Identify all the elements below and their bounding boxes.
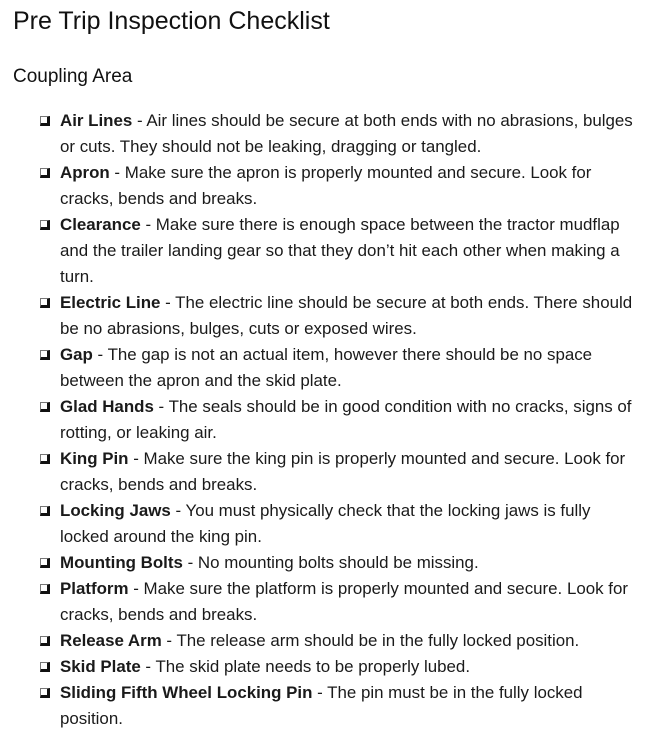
checkbox-icon[interactable] bbox=[40, 350, 50, 360]
checklist-item bbox=[13, 342, 641, 394]
item-separator: - bbox=[132, 111, 147, 130]
item-description: Make sure the king pin is properly mounted and secure. Look for cracks, bends and breaks. bbox=[60, 449, 626, 494]
item-description: The skid plate needs to be properly lubed. bbox=[155, 657, 471, 676]
checklist-item bbox=[13, 290, 641, 342]
checkbox-icon[interactable] bbox=[40, 584, 50, 594]
checkbox-icon[interactable] bbox=[40, 454, 50, 464]
checkbox-icon[interactable] bbox=[40, 298, 50, 308]
item-term: Air Lines bbox=[60, 111, 133, 130]
item-term: King Pin bbox=[60, 449, 129, 468]
item-term: Platform bbox=[60, 579, 129, 598]
item-separator: - bbox=[140, 215, 156, 234]
checklist-item bbox=[13, 680, 641, 732]
checklist-item bbox=[13, 498, 641, 550]
item-description: No mounting bolts should be missing. bbox=[197, 553, 479, 572]
item-term: Glad Hands bbox=[60, 397, 154, 416]
checklist bbox=[13, 108, 641, 732]
item-description: Make sure the platform is properly mounted and secure. Look for cracks, bends and breaks. bbox=[60, 579, 628, 624]
item-separator: - bbox=[312, 683, 328, 702]
item-description: The electric line should be secure at both ends. There should be no abrasions, bulges, cuts or exposed wires. bbox=[60, 293, 633, 338]
checkbox-icon[interactable] bbox=[40, 558, 50, 568]
checkbox-icon[interactable] bbox=[40, 662, 50, 672]
checklist-item bbox=[13, 654, 641, 680]
checkbox-icon[interactable] bbox=[40, 402, 50, 412]
item-term: Electric Line bbox=[60, 293, 161, 312]
checkbox-icon[interactable] bbox=[40, 116, 50, 126]
item-term: Gap bbox=[60, 345, 93, 364]
checkbox-icon[interactable] bbox=[40, 220, 50, 230]
checklist-item bbox=[13, 446, 641, 498]
item-term: Clearance bbox=[60, 215, 141, 234]
item-description: The pin must be in the fully locked position. bbox=[60, 683, 583, 728]
item-term: Release Arm bbox=[60, 631, 162, 650]
checklist-item bbox=[13, 212, 641, 290]
item-description: Air lines should be secure at both ends with no abrasions, bulges or cuts. They should not be leaking, dragging or tangled. bbox=[60, 111, 633, 156]
item-term: Apron bbox=[60, 163, 110, 182]
item-term: Sliding Fifth Wheel Locking Pin bbox=[60, 683, 313, 702]
checkbox-icon[interactable] bbox=[40, 688, 50, 698]
item-description: You must physically check that the locking jaws is fully locked around the king pin. bbox=[60, 501, 591, 546]
page-title: Pre Trip Inspection Checklist bbox=[13, 7, 330, 35]
item-separator: - bbox=[170, 501, 186, 520]
item-term: Skid Plate bbox=[60, 657, 141, 676]
item-description: Make sure there is enough space between the tractor mudflap and the trailer landing gear so that they don’t hit each other when making a turn. bbox=[60, 215, 620, 286]
checkbox-icon[interactable] bbox=[40, 168, 50, 178]
item-description: The gap is not an actual item, however there should be no space between the apron and the skid plate. bbox=[60, 345, 593, 390]
checklist-item bbox=[13, 394, 641, 446]
checklist-item bbox=[13, 576, 641, 628]
checklist-item bbox=[13, 108, 641, 160]
item-separator: - bbox=[153, 397, 169, 416]
checklist-item bbox=[13, 160, 641, 212]
checkbox-icon[interactable] bbox=[40, 636, 50, 646]
checkbox-icon[interactable] bbox=[40, 506, 50, 516]
item-separator: - bbox=[92, 345, 108, 364]
item-separator: - bbox=[161, 631, 177, 650]
item-term: Mounting Bolts bbox=[60, 553, 183, 572]
checklist-item bbox=[13, 628, 641, 654]
item-description: The release arm should be in the fully locked position. bbox=[176, 631, 580, 650]
section-title: Coupling Area bbox=[13, 66, 133, 87]
item-separator: - bbox=[128, 449, 144, 468]
checklist-item bbox=[13, 550, 641, 576]
item-separator: - bbox=[160, 293, 176, 312]
item-description: The seals should be in good condition with no cracks, signs of rotting, or leaking air. bbox=[60, 397, 632, 442]
item-separator: - bbox=[140, 657, 156, 676]
item-term: Locking Jaws bbox=[60, 501, 171, 520]
item-separator: - bbox=[182, 553, 198, 572]
item-description: Make sure the apron is properly mounted and secure. Look for cracks, bends and breaks. bbox=[60, 163, 592, 208]
item-separator: - bbox=[128, 579, 144, 598]
item-separator: - bbox=[109, 163, 125, 182]
